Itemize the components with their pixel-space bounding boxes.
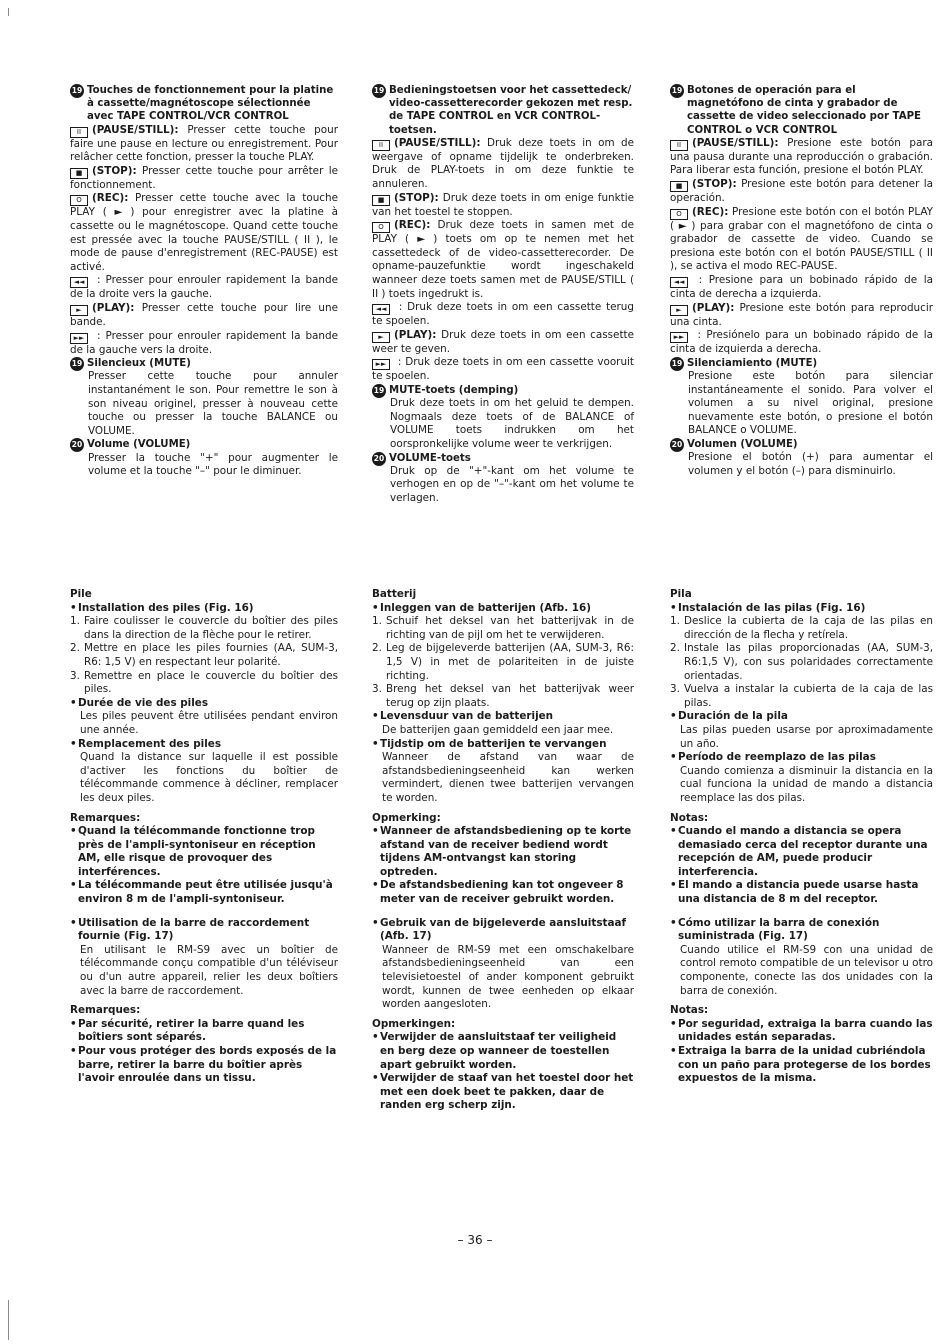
edge-mark-top [8,8,9,16]
pause-key-icon: II [372,140,390,151]
fr-pause-label: (PAUSE/STILL): [92,123,179,136]
es-play-label: (PLAY): [692,301,735,314]
item-19-badge: 19 [70,84,84,98]
fr-rec-text: Presser cette touche avec la touche PLAY ( ► ) pour enregistrer avec la platine à cassette ou le magnétoscope. Quand cette touche est pressée avec la touche PAUSE/STILL ( II ), le mode de pause d'enregistrement (REC-PAUSE) est activé. [70,192,338,273]
spanish-controls-section [670,84,933,478]
nl-duur-title: • Levensduur van de batterijen [372,710,554,723]
es-remark: • Cuando el mando a distancia se opera demasiado cerca del receptor durante una recepción de AM, puede producir interferencia. [670,825,928,878]
nl-ff-text: : Druk deze toets in om een cassette vooruit te spoelen. [372,356,634,383]
nl-batterij-heading: Batterij [372,588,417,600]
es-remark: • Por seguridad, extraiga la barra cuando las unidades están separadas. [670,1017,933,1044]
fr-remark: • Par sécurité, retirer la barre quand les boîtiers sont séparés. [70,1017,305,1044]
pause-key-icon: II [670,140,688,151]
list-item: 1. Faire coulisser le couvercle du boîtier des piles dans la direction de la flèche pour le retirer. [70,615,338,641]
french-battery-section [70,588,338,1086]
es-rec-label: (REC): [692,205,729,218]
rewind-key-icon: ◄◄ [372,304,390,315]
fr-stop-label: (STOP): [92,164,137,177]
nl-volume-text: Druk op de "+"-kant om het volume te verhogen en op de "–"-kant om het volume te verlagen. [390,464,634,504]
fr-section-19-title: Touches de fonctionnement pour la platine à cassette/magnétoscope sélectionnée avec TAPE CONTROL/VCR CONTROL [87,85,334,123]
fast-forward-key-icon: ►► [70,333,88,344]
play-key-icon: ► [372,332,390,343]
nl-duur-text: De batterijen gaan gemiddeld een jaar mee. [382,723,614,736]
nl-tijd-title: • Tijdstip om de batterijen te vervangen [372,737,607,750]
nl-staaf-text: Wanneer de RM-S9 met een omschakelbare afstandsbedieningseenheid van een televisietoestel of ander komponent gebruikt wordt, kunnen de twee eenheden op elkaar worden aangesloten. [382,943,634,1011]
fr-install-title: • Installation des piles (Fig. 16) [70,601,254,614]
fr-barre-title: • Utilisation de la barre de raccordement fournie (Fig. 17) [70,916,310,943]
es-notas-1: Notas: [670,811,709,824]
es-remark: • El mando a distancia puede usarse hasta una distancia de 8 m del receptor. [670,879,919,906]
rewind-key-icon: ◄◄ [70,277,88,288]
es-stop-text: Presione este botón para detener la operación. [670,178,933,204]
nl-opmerkingen-2: Opmerkingen: [372,1017,456,1030]
nl-remark: • Verwijder de staaf van het toestel door het met een doek beet te pakken, daar de randen erg scherp zijn. [372,1072,634,1112]
nl-staaf-title: • Gebruik van de bijgeleverde aansluitstaaf (Afb. 17) [372,916,627,943]
es-mute-text: Presione este botón para silenciar instantáneamente el sonido. Para volver el volumen a su nivel original, presione nuevamente este botón, o presione el botón BALANCE o VOLUME. [688,369,933,437]
es-barra-text: Cuando utilice el RM-S9 con una unidad de control remoto compatible de un televisor u otro componente, conecte las dos unidades con la barra de conexión. [680,943,933,997]
rec-key-icon: O [670,209,688,220]
es-volume-title: Volumen (VOLUME) [687,438,798,450]
fr-rec-label: (REC): [92,192,129,205]
es-ff-text: : Presiónelo para un bobinado rápido de la cinta de izquierda a derecha. [670,329,933,356]
fr-remarques-2: Remarques: [70,1004,141,1017]
page-number: – 36 – [457,1233,493,1247]
es-play-text: Presione este botón para reproducir una cinta. [670,301,933,328]
item-20-badge: 20 [70,438,84,452]
fr-remark: • La télécommande peut être utilisée jusqu'à environ 8 m de l'ampli-syntoniseur. [70,879,333,906]
stop-key-icon: ■ [670,181,688,192]
nl-play-label: (PLAY): [394,328,437,341]
fast-forward-key-icon: ►► [372,359,390,370]
fr-stop-text: Presser cette touche pour arrêter le fonctionnement. [70,164,338,191]
stop-key-icon: ■ [372,195,390,206]
nl-install-title: • Inleggen van de batterijen (Afb. 16) [372,601,591,614]
nl-remark: • Wanneer de afstandsbediening op te korte afstand van de receiver bediend wordt tijdens AM-ontvangst kan storing optreden. [372,825,632,878]
fr-play-label: (PLAY): [92,301,135,314]
dutch-battery-section [372,588,634,1113]
item-19-badge: 19 [670,84,684,98]
es-stop-label: (STOP): [692,178,737,190]
item-19-badge: 19 [372,84,386,98]
fr-volume-text: Presser la touche "+" pour augmenter le volume et la touche "–" pour le diminuer. [88,451,338,478]
nl-remark: • De afstandsbediening kan tot ongeveer 8 meter van de receiver gebruikt worden. [372,879,624,906]
list-item: 1. Schuif het deksel van het batterijvak in de richting van de pijl om het te verwijderen. [372,615,634,641]
nl-pause-label: (PAUSE/STILL): [394,136,481,149]
es-mute-title: Silenciamiento (MUTE) [687,357,818,369]
es-rec-text: Presione este botón con el botón PLAY ( ► ) para grabar con el magnetófono de cinta o grabador de cassette de video. Cuando se presiona este botón con el botón PAUSE/STILL ( II ), se activa el modo REC-PAUSE. [670,205,933,273]
es-install-title: • Instalación de las pilas (Fig. 16) [670,601,866,614]
fr-remarques-1: Remarques: [70,811,141,824]
play-key-icon: ► [70,305,88,316]
nl-mute-text: Druk deze toets in om het geluid te dempen. Nogmaals deze toets of de BALANCE of VOLUME toets indrukken om het oorspronkelijke volume weer te verkrijgen. [390,397,634,450]
fr-ff-text: : Presser pour enrouler rapidement la bande de la gauche vers la droite. [70,329,338,356]
fr-barre-text: En utilisant le RM-S9 avec un boîtier de télécommande conçu compatible d'un téléviseur ou d'un autre appareil, relier les deux boîtiers avec la barre de raccordement. [80,943,338,997]
nl-stop-label: (STOP): [394,191,439,204]
es-volume-text: Presione el botón (+) para aumentar el volumen y el botón (–) para disminuirlo. [688,451,933,477]
es-per-title: • Período de reemplazo de las pilas [670,751,876,764]
item-19b-badge: 19 [70,357,84,371]
pause-key-icon: II [70,127,88,138]
nl-rec-label: (REC): [394,219,431,232]
fr-mute-text: Presser cette touche pour annuler instantanément le son. Pour remettre le son à son niveau originel, presser à nouveau cette touche ou presser la touche BALANCE ou VOLUME. [88,370,338,437]
es-pila-heading: Pila [670,588,692,600]
fr-play-text: Presser cette touche pour lire une bande. [70,301,338,328]
es-barra-title: • Cómo utilizar la barra de conexión suministrada (Fig. 17) [670,916,880,943]
nl-play-text: Druk deze toets in om een cassette weer te geven. [372,328,634,355]
fr-remark: • Pour vous protéger des bords exposés de la barre, retirer la barre du boîtier après l'avoir enroulée dans un tissu. [70,1045,337,1085]
fr-pile-heading: Pile [70,588,92,600]
fr-rempl-title: • Remplacement des piles [70,737,222,750]
fast-forward-key-icon: ►► [670,332,688,343]
nl-stop-text: Druk deze toets in om enige funktie van het toestel te stoppen. [372,191,634,218]
list-item: 1. Deslice la cubierta de la caja de las pilas en dirección de la flecha y retírela. [670,615,933,641]
es-pause-label: (PAUSE/STILL): [692,136,779,149]
fr-rempl-text: Quand la distance sur laquelle il est possible d'activer les fonctions du boîtier de télécommande commence à décliner, remplacer les deux piles. [80,751,338,804]
rec-key-icon: O [372,222,390,233]
fr-duree-title: • Durée de vie des piles [70,696,209,709]
nl-volume-title: VOLUME-toets [389,452,471,464]
es-dur-title: • Duración de la pila [670,710,788,723]
fr-pause-text: Presser cette touche pour faire une pause en lecture ou enregistrement. Pour relâcher cette fonction, presser la touche PLAY. [70,123,338,164]
item-19b-badge: 19 [670,357,684,371]
list-item: 2. Mettre en place les piles fournies (AA, SUM-3, R6: 1,5 V) en respectant leur polarité. [70,642,338,668]
es-notas-2: Notas: [670,1004,709,1017]
dutch-controls-section [372,84,634,506]
edge-mark-bottom [8,1300,9,1340]
es-rewind-text: : Presione para un bobinado rápido de la cinta de derecha a izquierda. [670,273,933,300]
item-19b-badge: 19 [372,384,386,398]
nl-tijd-text: Wanneer de afstand van waar de afstandsbedieningseenheid kan werken vermindert, dienen twee batterijen vervangen te worden. [382,751,634,804]
nl-opmerking-1: Opmerking: [372,811,441,824]
nl-section-19-title: Bedieningstoetsen voor het cassettedeck/ video-cassetterecorder gekozen met resp. de TAPE CONTROL en VCR CONTROL-toetsen. [389,85,633,136]
list-item: 2. Instale las pilas proporcionadas (AA, SUM-3, R6:1,5 V), con sus polaridades correctamente orientadas. [670,642,933,682]
fr-rewind-text: : Presser pour enrouler rapidement la bande de la droite vers la gauche. [70,274,338,301]
es-dur-text: Las pilas pueden usarse por aproximadamente un año. [680,723,933,750]
nl-remark: • Verwijder de aansluitstaaf ter veiligheid en berg deze op wanneer de toestellen apart gebruikt worden. [372,1031,617,1071]
es-remark: • Extraiga la barra de la unidad cubriéndola con un paño para protegerse de los bordes expuestos de la misma. [670,1045,931,1085]
item-20-badge: 20 [670,438,684,452]
rewind-key-icon: ◄◄ [670,277,688,288]
item-20-badge: 20 [372,452,386,466]
spanish-battery-section [670,588,933,1086]
nl-rewind-text: : Druk deze toets in om een cassette terug te spoelen. [372,301,634,328]
play-key-icon: ► [670,305,688,316]
list-item: 3. Vuelva a instalar la cubierta de la caja de las pilas. [670,683,933,709]
nl-rec-text: Druk deze toets in samen met de PLAY ( ► ) toets om op te nemen met het cassettedeck of de video-cassetterecorder. De opname-pauzefunktie wordt ingeschakeld wanneer deze toets samen met de PAUSE/STILL ( II ) toets ingedrukt is. [372,219,634,300]
list-item: 2. Leg de bijgeleverde batterijen (AA, SUM-3, R6: 1,5 V) in met de polariteiten in de juiste richting. [372,642,634,682]
french-controls-section [70,84,338,479]
nl-mute-title: MUTE-toets (demping) [389,384,519,396]
fr-duree-text: Les piles peuvent être utilisées pendant environ une année. [80,710,338,736]
nl-pause-text: Druk deze toets in om de weergave of opname tijdelijk te onderbreken. Druk de PLAY-toets in om deze funktie te annuleren. [372,136,634,190]
stop-key-icon: ■ [70,168,88,179]
fr-mute-title: Silencieux (MUTE) [87,358,191,370]
es-section-19-title: Botones de operación para el magnetófono de cinta y grabador de cassette de video seleccionado por TAPE CONTROL o VCR CONTROL [687,85,922,136]
rec-key-icon: O [70,195,88,206]
es-per-text: Cuando comienza a disminuir la distancia en la cual funciona la unidad de mando a distancia reemplace las dos pilas. [680,764,933,804]
es-pause-text: Presione este botón para una pausa durante una reproducción o grabación. Para liberar esta función, presione el botón PLAY. [670,136,933,177]
fr-volume-title: Volume (VOLUME) [87,439,191,451]
list-item: 3. Breng het deksel van het batterijvak weer terug op zijn plaats. [372,683,634,709]
list-item: 3. Remettre en place le couvercle du boîtier des piles. [70,669,338,696]
fr-remark: • Quand la télécommande fonctionne trop près de l'ampli-syntoniseur en réception AM, elle risque de provoquer des interférences. [70,825,316,878]
